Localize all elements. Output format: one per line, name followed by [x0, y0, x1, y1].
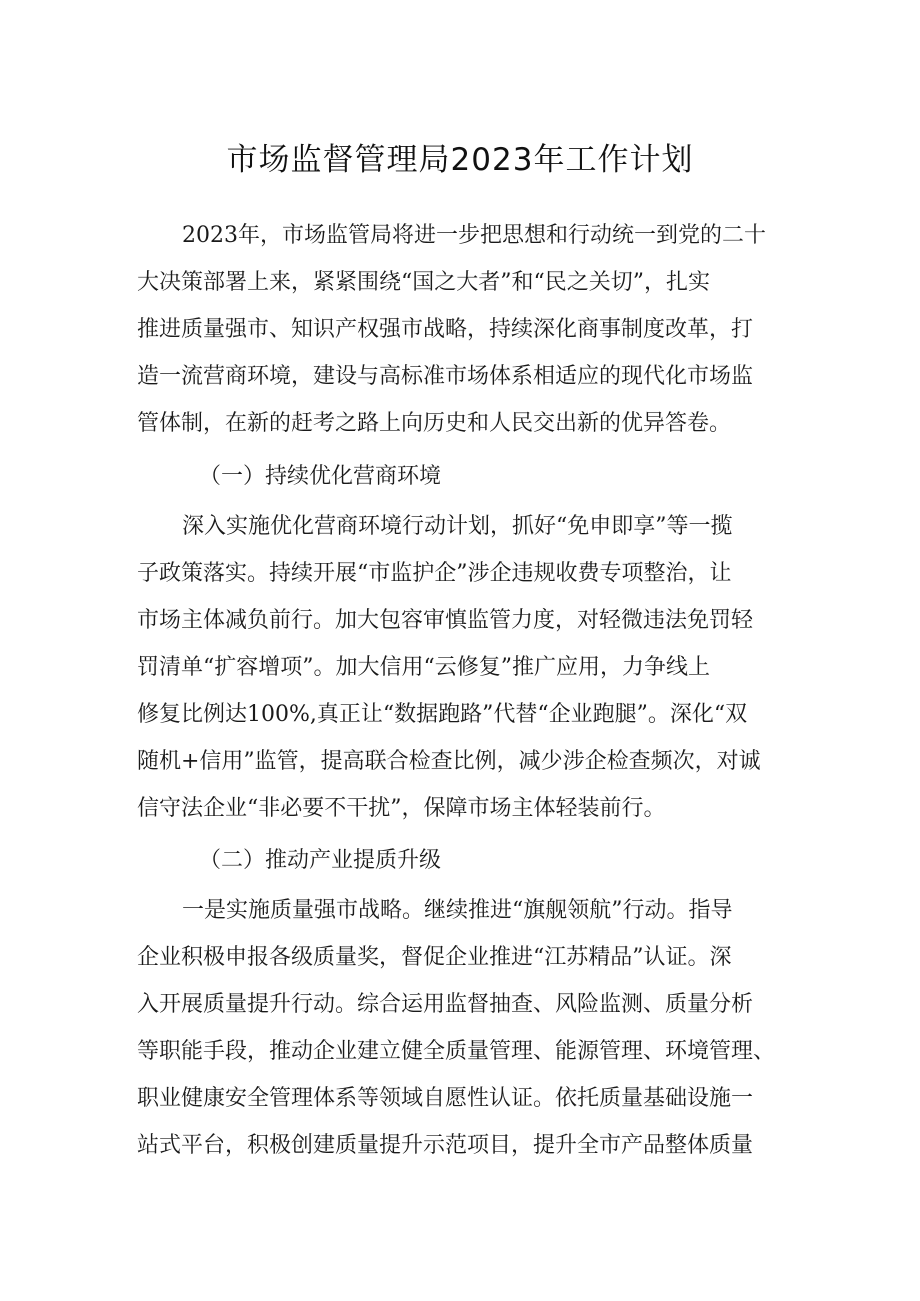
- section-heading-2: （二）推动产业提质升级: [199, 848, 442, 873]
- section1-line-7: 信守法企业“非必要不干扰”，保障市场主体轻装前行。: [137, 796, 666, 821]
- section2-line-4: 等职能手段，推动企业建立健全质量管理、能源管理、环境管理、: [137, 1039, 776, 1064]
- section1-line-6: 随机+信用”监管，提高联合检查比例，减少涉企检查频次，对诚: [137, 749, 761, 774]
- intro-line-4: 造一流营商环境，建设与高标准市场体系相适应的现代化市场监: [137, 364, 754, 389]
- document-title: 市场监督管理局2023年工作计划: [226, 142, 694, 178]
- intro-line-5: 管体制，在新的赶考之路上向历史和人民交出新的优异答卷。: [137, 411, 732, 436]
- section2-line-1: 一是实施质量强市战略。继续推进“旗舰领航”行动。指导: [182, 898, 733, 923]
- section1-line-4: 罚清单“扩容增项”。加大信用“云修复”推广应用，力争线上: [137, 655, 710, 680]
- section-heading-1: （一）持续优化营商环境: [199, 464, 442, 489]
- section2-line-5: 职业健康安全管理体系等领域自愿性认证。依托质量基础设施一: [137, 1086, 754, 1111]
- intro-line-2: 大决策部署上来，紧紧围绕“国之大者”和“民之关切”，扎实: [137, 270, 710, 295]
- section1-line-1: 深入实施优化营商环境行动计划，抓好“免申即享”等一揽: [182, 514, 733, 539]
- intro-line-1: 2023年，市场监管局将进一步把思想和行动统一到党的二十: [182, 223, 766, 248]
- section1-line-5: 修复比例达100%,真正让“数据跑路”代替“企业跑腿”。深化“双: [137, 702, 748, 727]
- intro-line-3: 推进质量强市、知识产权强市战略，持续深化商事制度改革，打: [137, 317, 754, 342]
- section1-line-2: 子政策落实。持续开展“市监护企”涉企违规收费专项整治，让: [137, 561, 732, 586]
- section1-line-3: 市场主体减负前行。加大包容审慎监管力度，对轻微违法免罚轻: [137, 608, 754, 633]
- section2-line-6: 站式平台，积极创建质量提升示范项目，提升全市产品整体质量: [137, 1133, 754, 1158]
- section2-line-3: 入开展质量提升行动。综合运用监督抽查、风险监测、质量分析: [137, 992, 754, 1017]
- section2-line-2: 企业积极申报各级质量奖，督促企业推进“江苏精品”认证。深: [137, 945, 732, 970]
